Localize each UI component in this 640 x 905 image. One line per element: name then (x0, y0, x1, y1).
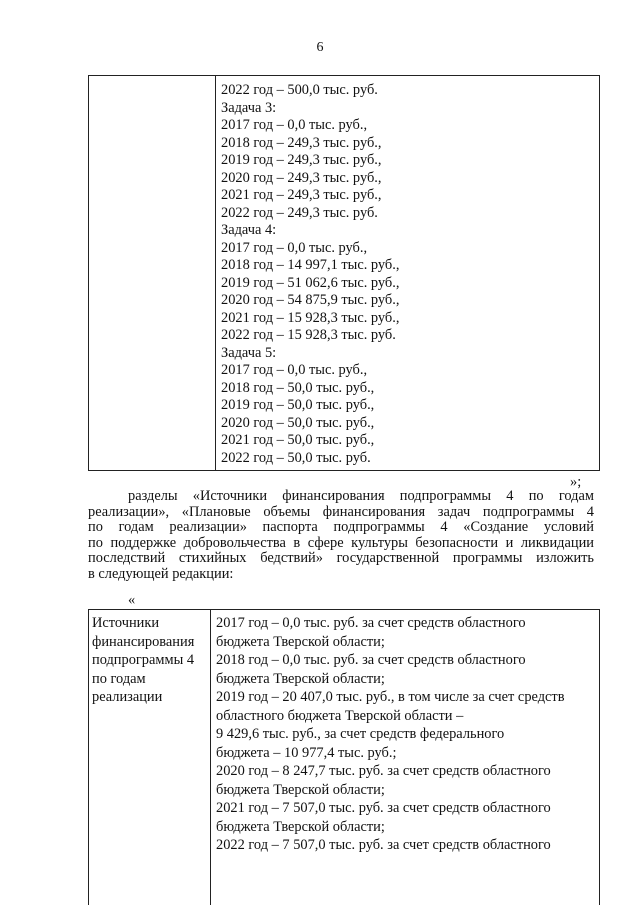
label-line: подпрограммы 4 (92, 652, 195, 668)
label-line: по годам (92, 670, 146, 687)
funding-line: 2018 год – 0,0 тыс. руб. за счет средств областного (216, 652, 526, 668)
funding-line: 2018 год – 50,0 тыс. руб., (221, 379, 375, 396)
paragraph-line: по годам реализации» паспорта подпрограммы 4 «Создание условий (88, 519, 594, 535)
funding-line: 2022 год – 249,3 тыс. руб. (221, 204, 378, 221)
funding-line: Задача 3: (221, 99, 277, 116)
closing-quote: »; (570, 474, 582, 490)
funding-line: 2017 год – 0,0 тыс. руб., (221, 117, 368, 133)
paragraph-line: реализации», «Плановые объемы финансирования задач подпрограммы 4 (88, 503, 594, 520)
funding-line: Задача 4: (221, 222, 277, 238)
funding-line: 2021 год – 249,3 тыс. руб., (221, 187, 382, 203)
funding-line: 2017 год – 0,0 тыс. руб., (221, 239, 368, 256)
funding-line: бюджета Тверской области; (216, 818, 385, 835)
paragraph-line: по поддержке добровольчества в сфере культуры безопасности и ликвидации (88, 534, 594, 551)
opening-quote: « (128, 592, 136, 608)
funding-line: 2021 год – 7 507,0 тыс. руб. за счет средств областного (216, 800, 551, 816)
funding-line: 2022 год – 15 928,3 тыс. руб. (221, 327, 396, 343)
funding-line: областного бюджета Тверской области – (216, 707, 464, 724)
funding-line: 2019 год – 249,3 тыс. руб., (221, 152, 382, 168)
funding-line: бюджета Тверской области; (216, 670, 385, 687)
funding-line: 2020 год – 50,0 тыс. руб., (221, 414, 375, 431)
amendment-paragraph (88, 489, 594, 582)
funding-line: 2022 год – 7 507,0 тыс. руб. за счет средств областного (216, 837, 551, 853)
funding-line: 2018 год – 249,3 тыс. руб., (221, 134, 382, 151)
funding-line: 2019 год – 51 062,6 тыс. руб., (221, 274, 400, 291)
funding-line: 2022 год – 500,0 тыс. руб. (221, 82, 378, 98)
table-column-divider (210, 609, 211, 905)
paragraph-line: в следующей редакции: (88, 565, 234, 582)
funding-line: бюджета Тверской области; (216, 633, 385, 650)
funding-line: 2018 год – 14 997,1 тыс. руб., (221, 257, 400, 273)
funding-line: 2021 год – 15 928,3 тыс. руб., (221, 309, 400, 326)
funding-line: бюджета Тверской области; (216, 781, 385, 798)
funding-line: 2019 год – 20 407,0 тыс. руб., в том числе за счет средств (216, 689, 565, 705)
funding-line: 2020 год – 8 247,7 тыс. руб. за счет средств областного (216, 763, 551, 779)
funding-line: 2021 год – 50,0 тыс. руб., (221, 432, 375, 448)
label-line: реализации (92, 689, 163, 705)
funding-line: 2019 год – 50,0 тыс. руб., (221, 397, 375, 413)
paragraph-line: разделы «Источники финансирования подпрограммы 4 по годам (128, 488, 594, 504)
yearly-funding-lines (216, 614, 565, 855)
table-column-divider (215, 75, 216, 471)
page-number: 6 (316, 40, 324, 55)
funding-line: Задача 5: (221, 344, 277, 361)
funding-line: 2020 год – 54 875,9 тыс. руб., (221, 292, 400, 308)
label-line: финансирования (92, 633, 195, 650)
task-funding-lines (221, 82, 399, 467)
funding-line: 9 429,6 тыс. руб., за счет средств федерального (216, 726, 505, 742)
paragraph-line: последствий стихийных бедствий» государственной программы изложить (88, 550, 594, 566)
funding-line: 2020 год – 249,3 тыс. руб., (221, 169, 382, 186)
funding-line: 2017 год – 0,0 тыс. руб. за счет средств областного (216, 615, 526, 631)
funding-line: 2022 год – 50,0 тыс. руб. (221, 449, 371, 466)
label-line: Источники (92, 615, 160, 631)
funding-sources-label (92, 614, 210, 707)
funding-line: бюджета – 10 977,4 тыс. руб.; (216, 744, 397, 761)
funding-line: 2017 год – 0,0 тыс. руб., (221, 362, 368, 378)
